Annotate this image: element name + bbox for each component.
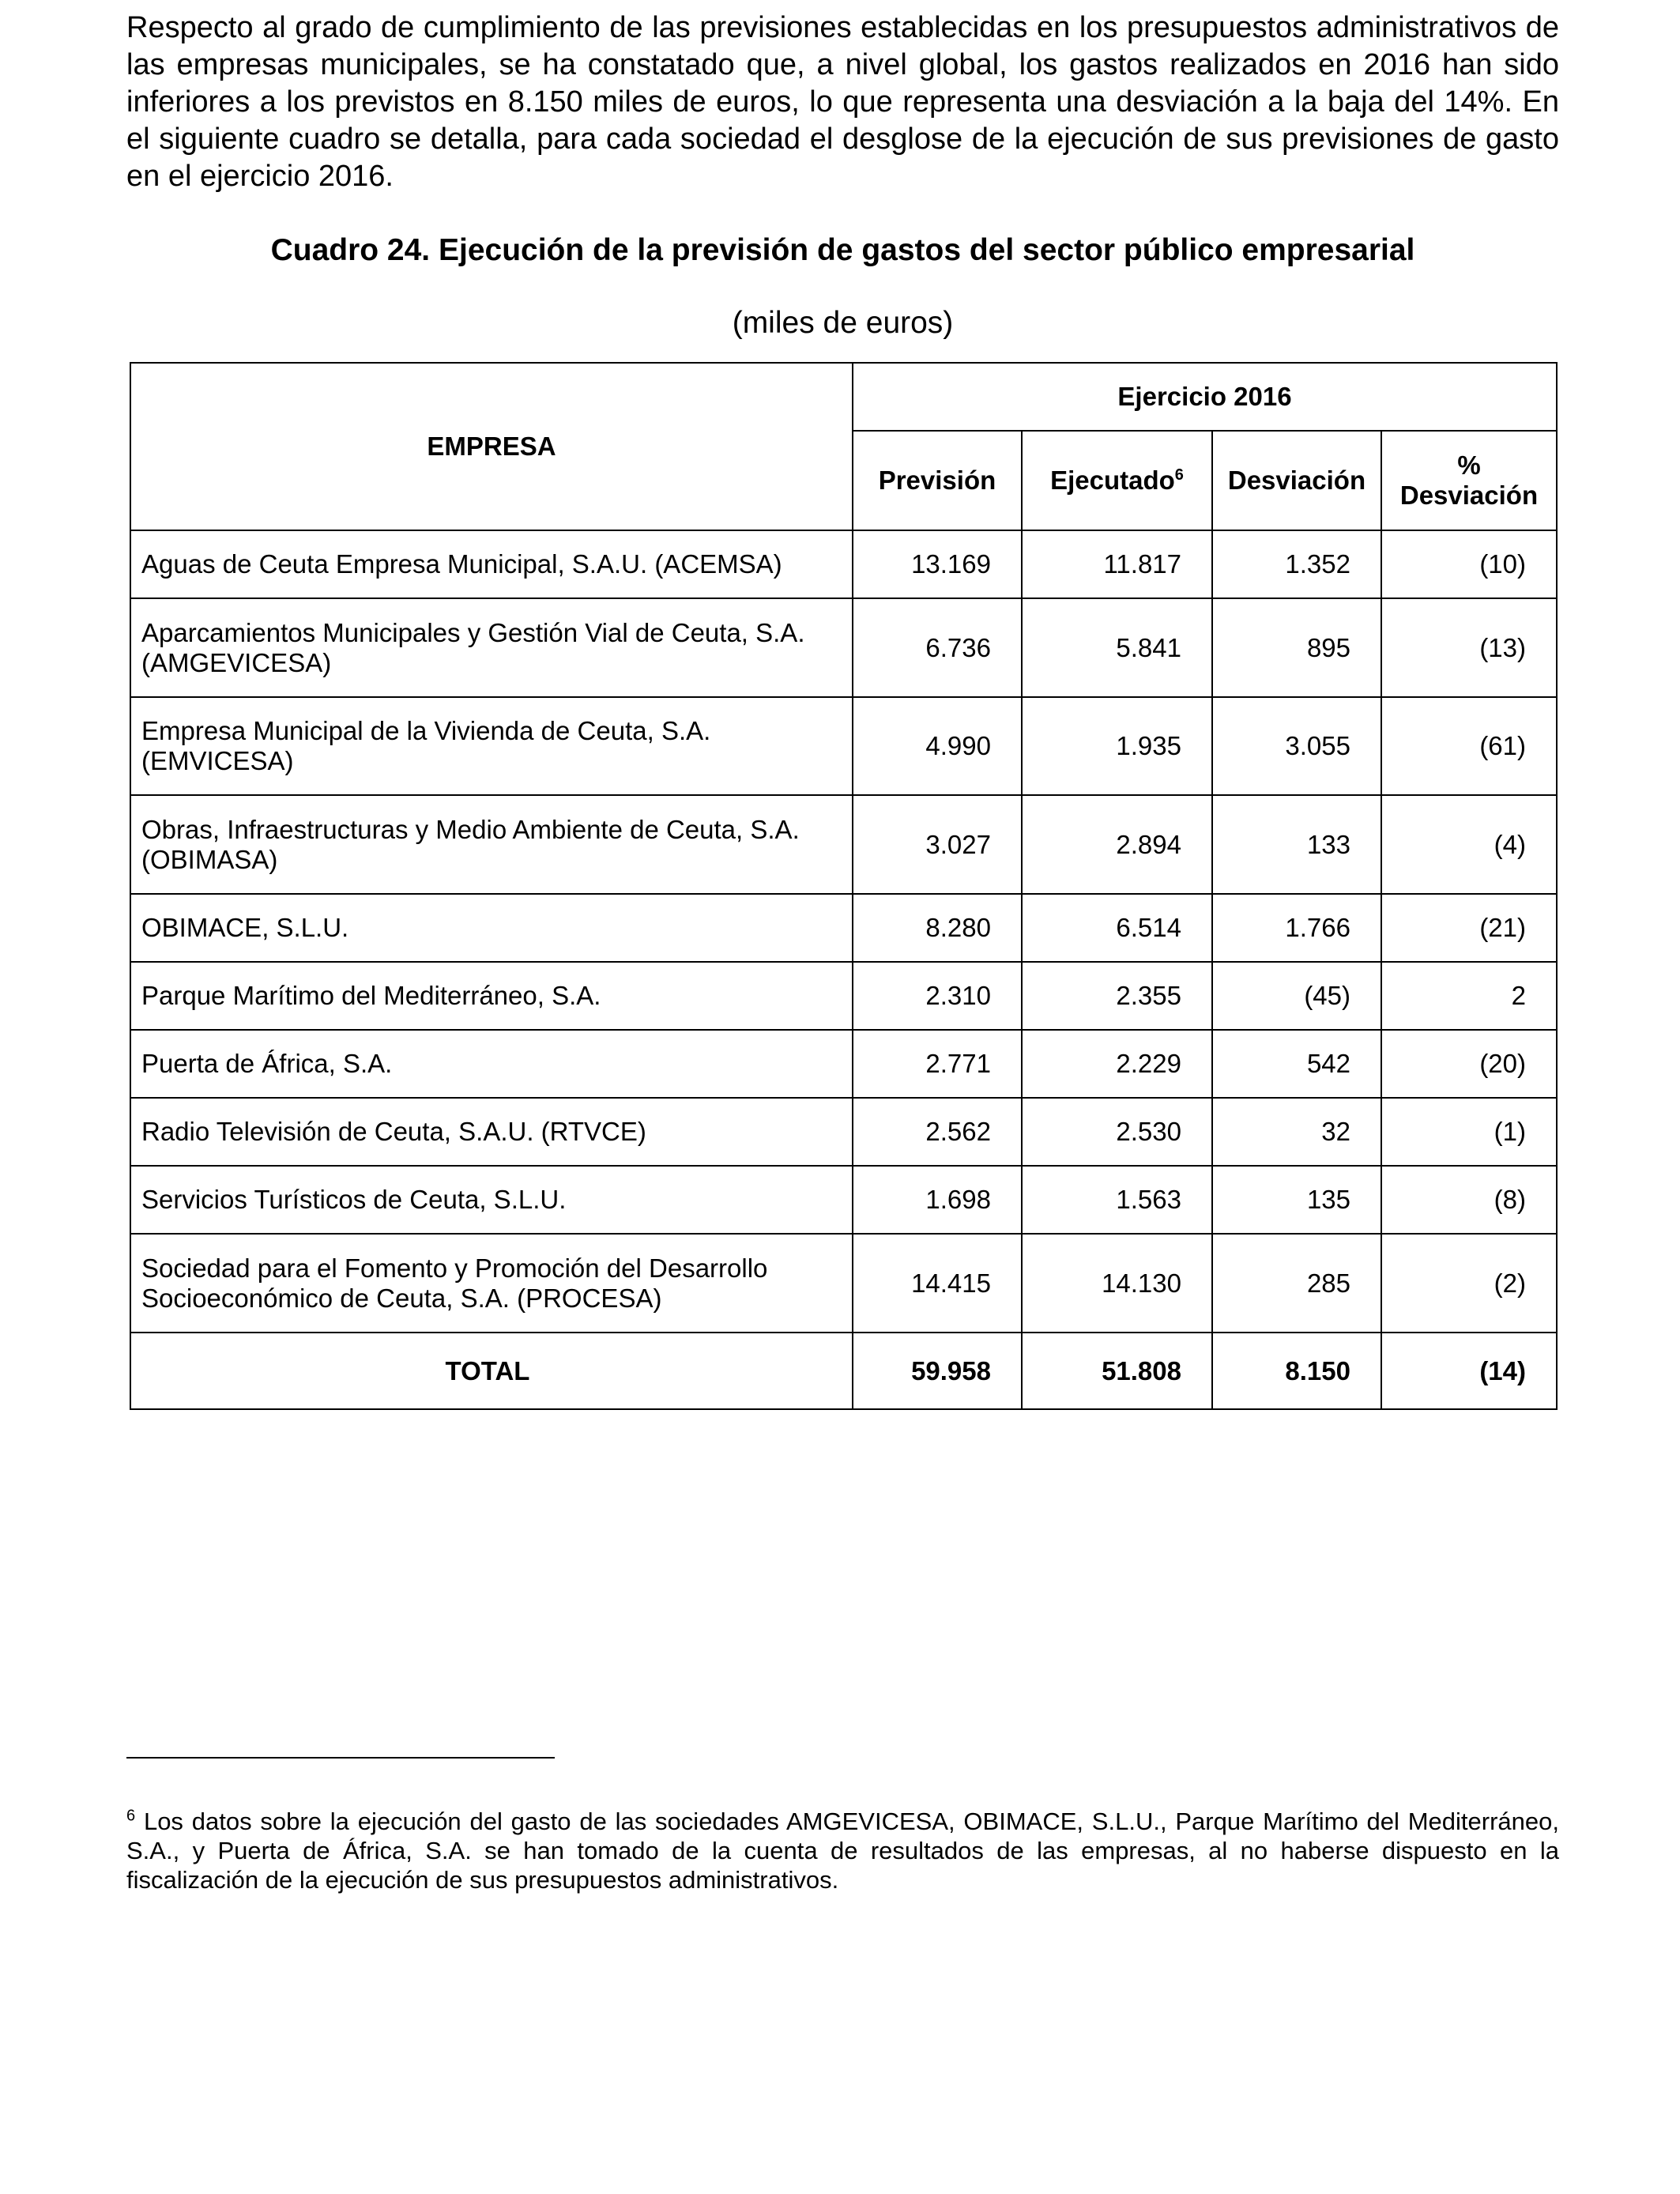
- table-row: [130, 598, 1557, 697]
- footnote-text: Los datos sobre la ejecución del gasto de las sociedades AMGEVICESA, OBIMACE, S.L.U., Parque Marítimo del Mediterráneo, S.A., y Puerta de África, S.A. se han tomado de la cuenta de resultados de las empresas, al no haberse dispuesto en la fiscalización de la ejecución de sus presupuestos administrativos.: [126, 1808, 1559, 1894]
- table-row: [130, 1166, 1557, 1234]
- pct-desviacion-value: (13): [1381, 598, 1557, 697]
- ejecutado-value: 6.514: [1022, 894, 1212, 962]
- total-row: [130, 1333, 1557, 1409]
- table-row: [130, 697, 1557, 795]
- ejecutado-value: 2.894: [1022, 795, 1212, 894]
- company-name-line: (EMVICESA): [141, 746, 294, 775]
- total-desviacion: 8.150: [1212, 1333, 1381, 1409]
- table-units: (miles de euros): [732, 306, 954, 340]
- table-row: [130, 530, 1557, 598]
- company-name: [130, 894, 853, 962]
- desviacion-value: 3.055: [1212, 697, 1381, 795]
- table-row: [130, 1030, 1557, 1098]
- table-row: [130, 894, 1557, 962]
- ejecutado-value: 5.841: [1022, 598, 1212, 697]
- prevision-value: 3.027: [853, 795, 1022, 894]
- expense-table: [130, 362, 1558, 1410]
- pct-desviacion-value: 2: [1381, 962, 1557, 1030]
- prevision-value: 8.280: [853, 894, 1022, 962]
- desviacion-value: (45): [1212, 962, 1381, 1030]
- ejecutado-value: 14.130: [1022, 1234, 1212, 1333]
- header-pct-symbol: %: [1457, 450, 1481, 480]
- desviacion-value: 542: [1212, 1030, 1381, 1098]
- desviacion-value: 133: [1212, 795, 1381, 894]
- header-ejercicio: Ejercicio 2016: [853, 363, 1557, 431]
- header-ejecutado-label: Ejecutado: [1050, 466, 1175, 495]
- header-pct-label: Desviación: [1399, 481, 1539, 510]
- desviacion-value: 1.352: [1212, 530, 1381, 598]
- ejecutado-value: 1.563: [1022, 1166, 1212, 1234]
- header-empresa: EMPRESA: [130, 363, 853, 530]
- ejecutado-value: 2.355: [1022, 962, 1212, 1030]
- company-name: [130, 1234, 853, 1333]
- desviacion-value: 285: [1212, 1234, 1381, 1333]
- company-name-line: Servicios Turísticos de Ceuta, S.L.U.: [141, 1185, 567, 1214]
- company-name-line: (OBIMASA): [141, 844, 278, 874]
- prevision-value: 13.169: [853, 530, 1022, 598]
- ejecutado-value: 2.229: [1022, 1030, 1212, 1098]
- company-name-line: Parque Marítimo del Mediterráneo, S.A.: [141, 981, 601, 1010]
- header-pct-desviacion: [1381, 431, 1557, 530]
- company-name-line: OBIMACE, S.L.U.: [141, 913, 349, 942]
- desviacion-value: 32: [1212, 1098, 1381, 1166]
- header-desviacion: Desviación: [1212, 431, 1381, 530]
- company-name: [130, 1098, 853, 1166]
- desviacion-value: 135: [1212, 1166, 1381, 1234]
- company-name-line: Socioeconómico de Ceuta, S.A. (PROCESA): [141, 1283, 662, 1313]
- table-caption: Cuadro 24. Ejecución de la previsión de gastos del sector público empresarial: [270, 233, 1415, 267]
- company-name-line: Sociedad para el Fomento y Promoción del Desarrollo: [141, 1253, 768, 1283]
- pct-desviacion-value: (21): [1381, 894, 1557, 962]
- company-name: [130, 1166, 853, 1234]
- table-row: [130, 1098, 1557, 1166]
- pct-desviacion-value: (2): [1381, 1234, 1557, 1333]
- prevision-value: 2.562: [853, 1098, 1022, 1166]
- company-name-line: Empresa Municipal de la Vivienda de Ceuta, S.A.: [141, 716, 711, 745]
- ejecutado-value: 1.935: [1022, 697, 1212, 795]
- header-prevision: Previsión: [853, 431, 1022, 530]
- company-name: [130, 962, 853, 1030]
- total-pct-desviacion: (14): [1381, 1333, 1557, 1409]
- prevision-value: 6.736: [853, 598, 1022, 697]
- ejecutado-value: 11.817: [1022, 530, 1212, 598]
- prevision-value: 2.310: [853, 962, 1022, 1030]
- desviacion-value: 1.766: [1212, 894, 1381, 962]
- prevision-value: 14.415: [853, 1234, 1022, 1333]
- pct-desviacion-value: (8): [1381, 1166, 1557, 1234]
- intro-paragraph: Respecto al grado de cumplimiento de las previsiones establecidas en los presupuestos administrativos de las empresas municipales, se ha constatado que, a nivel global, los gastos realizados en 2016 han sido inferiores a los previstos en 8.150 miles de euros, lo que representa una desviación a la baja del 14%. En el siguiente cuadro se detalla, para cada sociedad el desglose de la ejecución de sus previsiones de gasto en el ejercicio 2016.: [126, 11, 1559, 193]
- table-row: [130, 962, 1557, 1030]
- total-label: TOTAL: [130, 1333, 853, 1409]
- desviacion-value: 895: [1212, 598, 1381, 697]
- company-name-line: Obras, Infraestructuras y Medio Ambiente de Ceuta, S.A.: [141, 814, 800, 844]
- pct-desviacion-value: (61): [1381, 697, 1557, 795]
- table-row: [130, 795, 1557, 894]
- header-ejecutado: [1022, 431, 1212, 530]
- company-name-line: Radio Televisión de Ceuta, S.A.U. (RTVCE): [141, 1117, 646, 1146]
- total-prevision: 59.958: [853, 1333, 1022, 1409]
- company-name: [130, 598, 853, 697]
- company-name: [130, 697, 853, 795]
- company-name: [130, 530, 853, 598]
- prevision-value: 4.990: [853, 697, 1022, 795]
- pct-desviacion-value: (20): [1381, 1030, 1557, 1098]
- table-row: [130, 1234, 1557, 1333]
- footnote: [126, 1807, 1559, 1894]
- prevision-value: 1.698: [853, 1166, 1022, 1234]
- footnote-separator: [126, 1757, 555, 1759]
- pct-desviacion-value: (4): [1381, 795, 1557, 894]
- company-name-line: Aparcamientos Municipales y Gestión Vial de Ceuta, S.A.: [141, 617, 805, 647]
- footnote-ref: 6: [1174, 466, 1184, 484]
- company-name: [130, 1030, 853, 1098]
- company-name-line: Puerta de África, S.A.: [141, 1049, 393, 1078]
- company-name-line: (AMGEVICESA): [141, 647, 332, 677]
- footnote-number: 6: [126, 1807, 136, 1825]
- company-name: [130, 795, 853, 894]
- pct-desviacion-value: (1): [1381, 1098, 1557, 1166]
- company-name-line: Aguas de Ceuta Empresa Municipal, S.A.U. (ACEMSA): [141, 549, 782, 579]
- ejecutado-value: 2.530: [1022, 1098, 1212, 1166]
- pct-desviacion-value: (10): [1381, 530, 1557, 598]
- total-ejecutado: 51.808: [1022, 1333, 1212, 1409]
- prevision-value: 2.771: [853, 1030, 1022, 1098]
